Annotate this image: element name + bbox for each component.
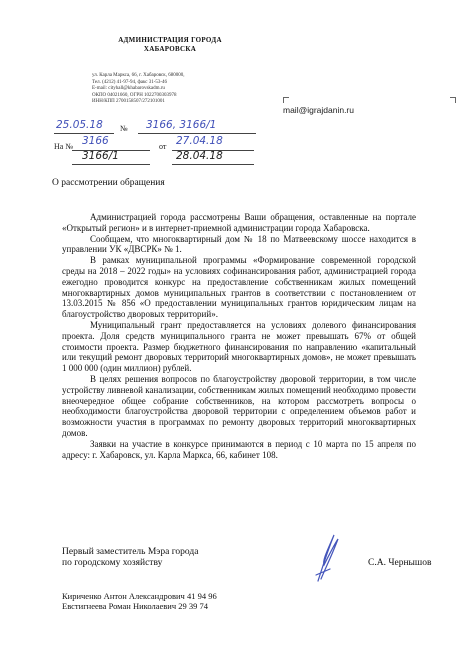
signatory-title-line2: по городскому хозяйству: [62, 558, 163, 568]
in-number-1: 3166: [82, 135, 109, 147]
contact-address: ул. Карла Маркса, 66, г. Хабаровск, 680000,: [92, 73, 185, 78]
in-date-1: 27.04.18: [176, 135, 223, 147]
executor-2: Евстигнеева Роман Николаевич 29 39 74: [62, 600, 208, 611]
in-number-2: 3166/1: [82, 150, 119, 162]
handwritten-signature: [312, 531, 342, 583]
paragraph-2: Сообщаем, что многоквартирный дом № 18 по Матвеевскому шоссе находится в управлении УК «ДВСРК» № 1.: [62, 233, 416, 255]
signatory-name: С.А. Чернышов: [368, 558, 432, 568]
in-date-2: 28.04.18: [176, 150, 223, 162]
recipient-email: mail@igrajdanin.ru: [283, 105, 354, 115]
in-number-line-2: [72, 164, 150, 165]
in-date-line-2: [172, 164, 254, 165]
address-bracket-left: [283, 97, 289, 103]
subject-line: О рассмотрении обращения: [52, 178, 165, 188]
paragraph-3: В рамках муниципальной программы «Формирование современной городской среды на 2018 – 2022 годы» на условиях софинансирования работ, администрацией города ежегодно проводится конкурс на предоставление собственникам жилых помещений многоквартирных домов муниципальных грантов в соответствии с постановлением от 13.03.2015 № 856 «О предоставлении муниципальных грантов юридическим лицам на благоустройство дворовых территорий».: [62, 255, 416, 320]
contact-email: E-mail: cityhall@khabarovskadm.ru: [92, 86, 165, 92]
organization-name: [95, 36, 245, 54]
address-bracket-right: [450, 97, 456, 103]
paragraph-5: В целях решения вопросов по благоустройству дворовой территории, в том числе устройству ливневой канализации, собственникам жилых помещений необходимо провести внеочередное общее собрание собственников, на котором рассмотреть вопросы о необходимости благоустройства дворовой территории с определением объемов работ и возможности участия в программах по ремонту дворовых территорий многоквартирных домов.: [62, 373, 416, 438]
paragraph-6: Заявки на участие в конкурсе принимаются в период с 10 марта по 15 апреля по адресу: г. Хабаровск, ул. Карла Маркса, 66, кабинет 108.: [62, 438, 416, 460]
contact-inn: ИНН/КПП 2700158507/272101001: [92, 99, 165, 105]
executors-block: [62, 592, 217, 611]
in-date-label: от: [159, 142, 167, 151]
out-number: 3166, 3166/1: [146, 119, 217, 131]
organization-contacts: [92, 73, 267, 106]
out-number-line: [138, 133, 256, 134]
organization-name-line1: АДМИНИСТРАЦИЯ ГОРОДА: [118, 36, 222, 44]
contact-okpo: ОКПО 04021660, ОГРН 1022700303978: [92, 92, 177, 98]
executor-1: Кириченко Антон Александрович 41 94 96: [62, 591, 217, 601]
letter-body: [62, 212, 416, 460]
contact-phone: Тел. (4212) 41-97-94, факс 31-53-46: [92, 79, 168, 85]
in-number-label: На №: [54, 142, 73, 151]
signatory-title-line1: Первый заместитель Мэра города: [62, 547, 199, 557]
organization-name-line2: ХАБАРОВСКА: [143, 45, 197, 53]
out-date-line: [54, 133, 114, 134]
number-sign: №: [120, 124, 128, 133]
out-date: 25.05.18: [56, 119, 103, 131]
signatory-title: [62, 547, 198, 569]
paragraph-4: Муниципальный грант предоставляется на условиях долевого финансирования проекта. Доля средств муниципального гранта не может превышать 67% от общей стоимости проекта. Размер бюджетного финансирования по направлению «капитальный или текущий ремонт дворовых территорий многоквартирных домов», не может превышать 1 000 000 (один миллион) рублей.: [62, 319, 416, 374]
paragraph-1: Администрацией города рассмотрены Ваши обращения, оставленные на портале «Открытый регион» и в интернет-приемной администрации города Хабаровска.: [62, 212, 416, 233]
